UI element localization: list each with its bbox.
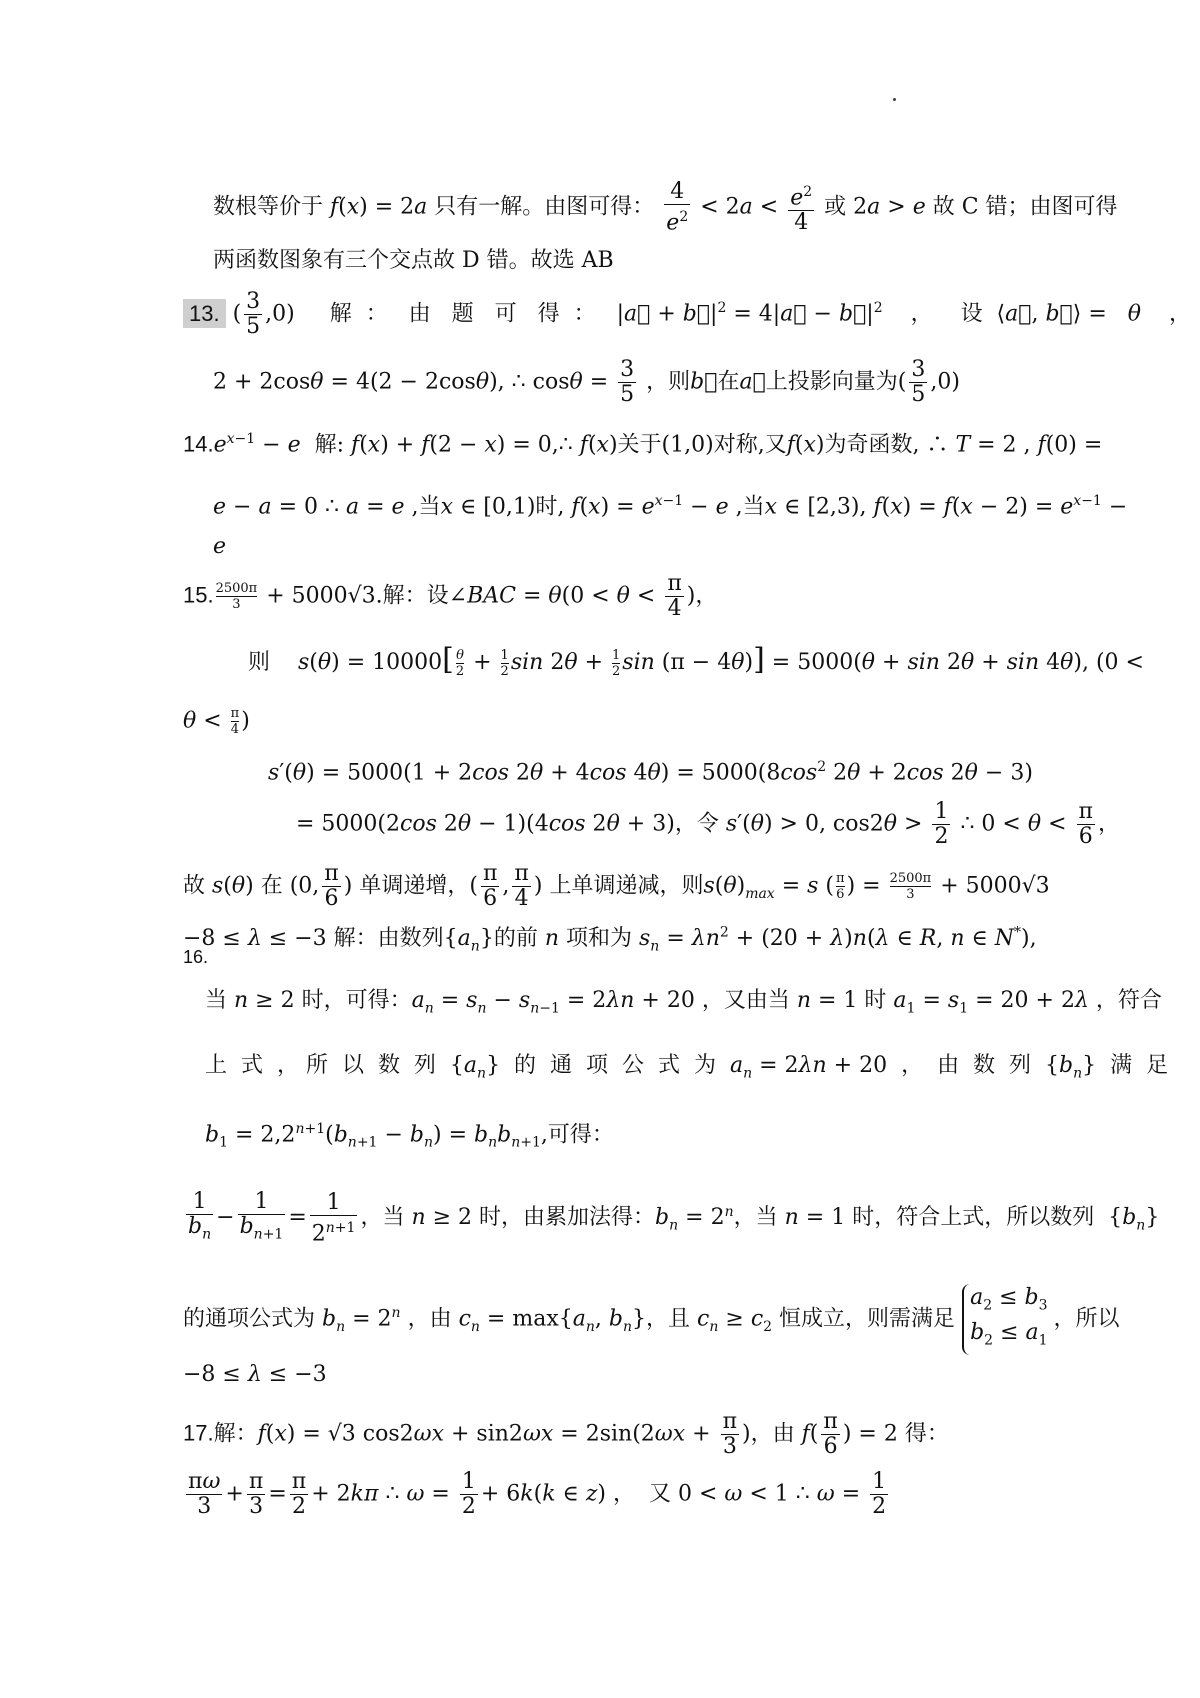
- q16-line-3: 上 式 ， 所 以 数 列 $\{a_n\}$ 的 通 项 公 式 为 $a_n = 2\lambda n + 20$ ， 由 数 列 $\{b_n\}$ 满 足: [205, 1053, 1169, 1082]
- q13-line-1: 13. ( $\frac{3}{5}$ ,0) 解 ： 由 题 可 得 ： |a⃗ + $b⃗|^2$ = 4|a⃗ − $b⃗|^2$ ， 设 ⟨a⃗, b⃗⟩ = θ ，: [183, 290, 1191, 339]
- line-1: 数根等价于 f(x) = 2a 只有一解。由图可得： $\frac{4}{e^2}$ < 2a < $\frac{e^2}{4}$ 或 2a > e 故 C 错；由图可得: [213, 179, 1118, 236]
- q15-line-1: 15. $\frac{2500\pi}{3}$ + 5000√3.解：设∠BAC = θ(0 < θ < $\frac{\pi}{4}$ )，: [183, 571, 718, 621]
- q14-line-1: $14.e^{x-1} - e$ 解: f(x) + f(2 − x) = 0,∴ f(x)关于(1,0)对称,又f(x)为奇函数, ∴ T = 2 , f(0) =: [183, 431, 1103, 458]
- q13-number: 13.: [183, 299, 226, 328]
- q16-line-2: 当 n ≥ 2 时，可得：$a_n = s_n - s_{n-1} = 2\lambda n + 20$ ，又由当 n = 1 时 $a_1 = s_1 = 20 + 2\lambda$ ，符合: [205, 988, 1162, 1017]
- q14-line-2: e − a = 0 ∴ a = e ,当x ∈ [0,1)时, $f(x) = e^{x-1} - e$ ,当x ∈ [2,3), $f(x) = f(x - 2) = e^{x-1}$ −: [213, 493, 1128, 520]
- q15-line-3: θ < $\frac{\pi}{4}$ ): [183, 706, 250, 737]
- q15-line-4: s′(θ) = 5000(1 + 2cos 2θ + 4cos $4\theta) = 5000(8\cos^2$ 2θ + 2cos 2θ − 3): [268, 759, 1033, 786]
- q15-line-2: 则 s(θ) = 10000[ $\frac{\theta}{2}$ + $\frac{1}{2}$ sin 2θ + $\frac{1}{2}$ sin (π − 4θ)] = 5000(θ + sin 2θ + sin 4θ), (0 <: [248, 642, 1144, 679]
- q17-line-2: $\frac{\pi\omega}{3}$ + $\frac{\pi}{3}$ = $\frac{\pi}{2}$ + 2kπ ∴ ω = $\frac{1}{2}$ + 6k(k ∈ z) ， 又 0 < ω < 1 ∴ ω = $\frac{1}{2}$: [188, 1469, 887, 1519]
- q16-line-1: −8 ≤ λ ≤ −3 16. 解：由数列$\{a_n\}$的前 n 项和为 $s_n = \lambda n^2 + (20 + \lambda)n(\lambda$ ∈ R, n ∈ N*),: [183, 925, 1037, 967]
- q15-line-6: 故 s(θ) 在 (0, $\frac{\pi}{6}$ ) 单调递增，( $\frac{\pi}{6}$ , $\frac{\pi}{4}$ ) 上单调递减，则$s(\theta)_{max} = s$ ( $\frac{\pi}{6}$ ) = $\frac{2500\pi}{3}$ + 5000√3: [183, 861, 1050, 911]
- line-2: 两函数图象有三个交点故 D 错。故选 AB: [213, 248, 614, 273]
- q14-line-3: e: [213, 534, 227, 559]
- q15-line-5: = 5000(2cos 2θ − 1)(4cos 2θ + 3)，令 s′(θ) > 0, cos2θ > $\frac{1}{2}$ ∴ 0 < θ < $\frac{\pi}{6}$ ，: [296, 799, 1121, 849]
- q13-line-2: 2 + 2cosθ = 4(2 − 2cosθ), ∴ cosθ = $\frac{3}{5}$ ，则b⃗在a⃗上投影向量为( $\frac{3}{5}$ ,0): [213, 357, 960, 407]
- q17-line-1: 17.解：f(x) = √3 cos2ωx + sin2ωx = 2sin(2ωx + $\frac{\pi}{3}$ )，由 f( $\frac{\pi}{6}$ ) = 2 得：: [183, 1409, 949, 1459]
- q16-line-7: −8 ≤ λ ≤ −3: [183, 1362, 327, 1387]
- q16-line-4: $b_1 = 2,2^{n+1}(b_{n+1} - b_n) = b_nb_{n+1}$,可得：: [205, 1121, 614, 1151]
- corner-dot: [893, 98, 896, 101]
- q16-line-5: $\frac{1}{b_n}$ − $\frac{1}{b_{n+1}}$ = $\frac{1}{2^{n+1}}$ ，当 n ≥ 2 时，由累加法得：$b_n = 2^n$，当 n = 1 时，符合上式，所以数列 $\{b_n\}$: [188, 1189, 1160, 1246]
- q16-line-6: 的通项公式为 $b_n = 2^n$ ，由 $c_n = \max\{a_n$, $b_n$}，且 $c_n \ge c_2$ 恒成立，则需满足 $a_2 \le b_3$ $b_2 \le a_1$ ，所以: [183, 1284, 1120, 1355]
